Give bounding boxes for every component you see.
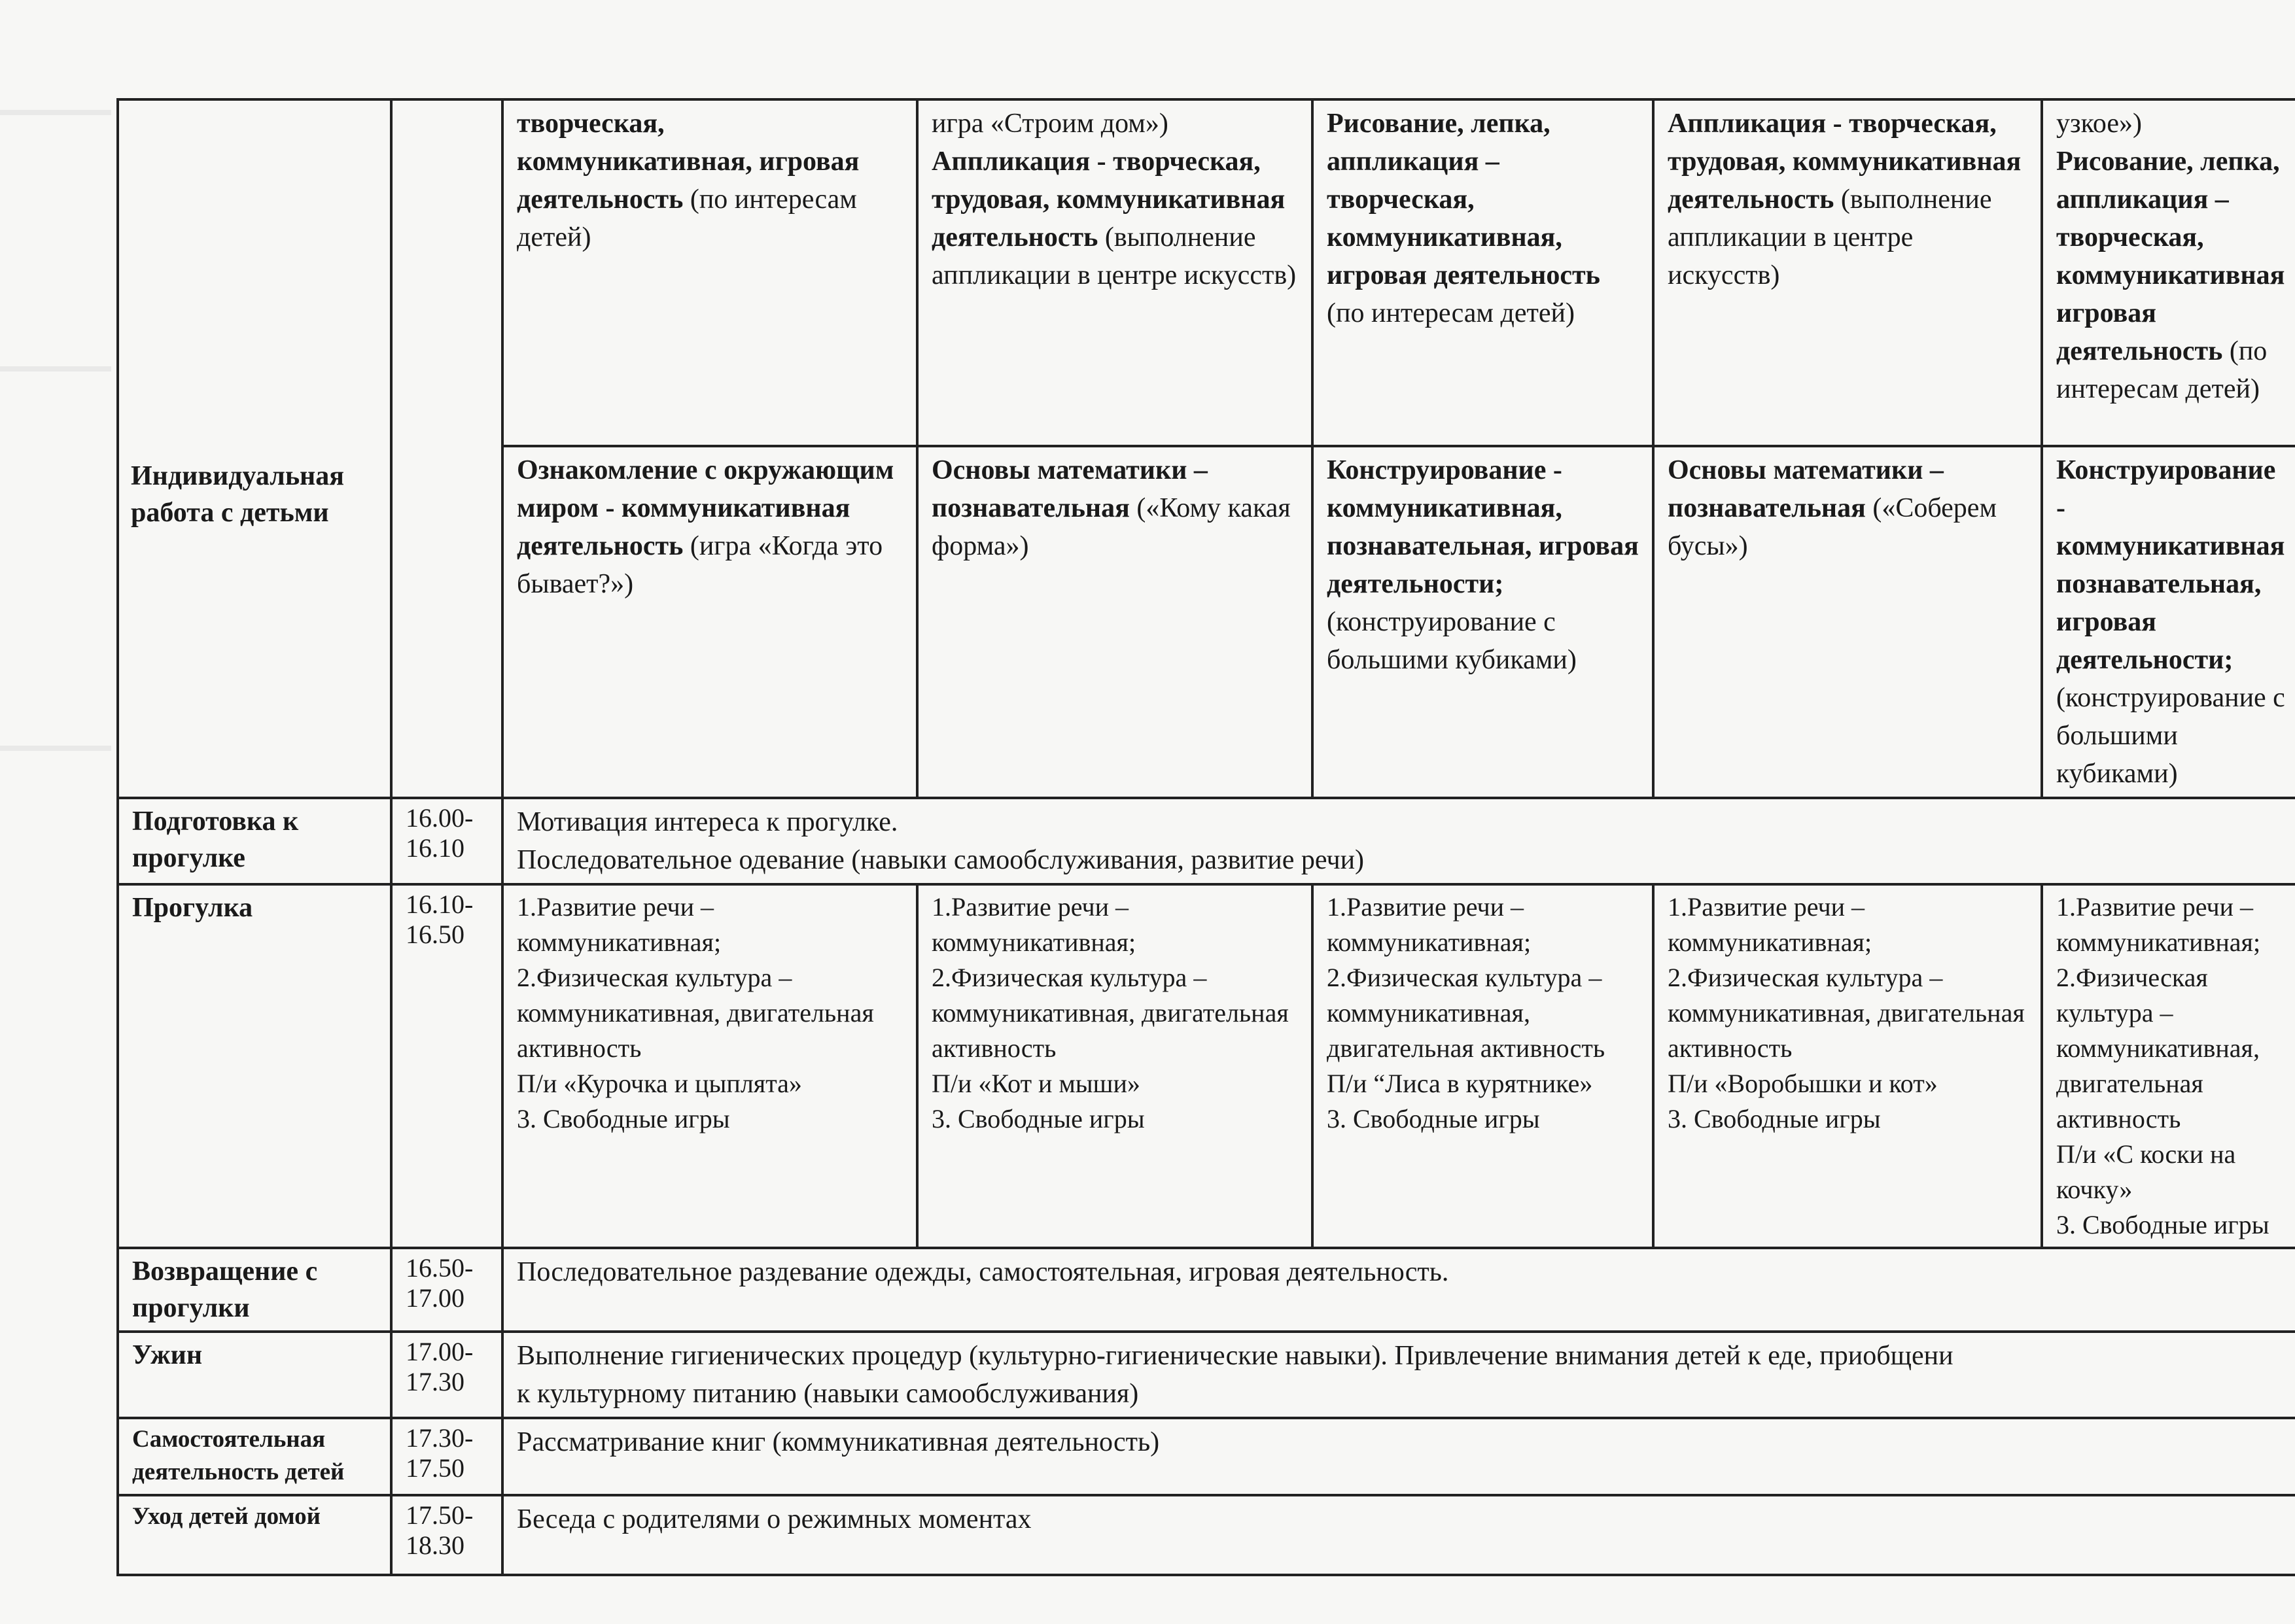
walk-game: П/и “Лиса в курятнике» xyxy=(1327,1069,1593,1098)
prep-walk-label: Подготовка к прогулке xyxy=(118,798,391,884)
return-walk-content: Последовательное раздевание одежды, самостоятельная, игровая деятельность. xyxy=(502,1248,2295,1332)
walk-day-2 xyxy=(917,884,1312,1248)
walk-item: 3. Свободные игры xyxy=(517,1104,730,1133)
activity-day-4 xyxy=(1653,99,2042,446)
return-walk-label: Возвращение с прогулки xyxy=(118,1248,391,1332)
departure-content: Беседа с родителями о режимных моментах xyxy=(502,1495,2295,1575)
independent-content: Рассматривание книг (коммуникативная деятельность) xyxy=(502,1418,2295,1495)
individual-day-5 xyxy=(2042,446,2295,798)
individual-title: Ознакомление с окружающим миром - коммуникативная деятельность xyxy=(517,455,894,561)
walk-label: Прогулка xyxy=(118,884,391,1248)
individual-title: Конструирование - коммуникативная, познавательная, игровая деятельности; xyxy=(1327,455,1639,599)
activity-day-3 xyxy=(1312,99,1653,446)
walk-item: 2.Физическая культура – коммуникативная, двигательная активность xyxy=(1668,963,2025,1063)
walk-time: 16.10-16.50 xyxy=(391,884,502,1248)
walk-item: 2.Физическая культура – коммуникативная, двигательная активность xyxy=(2056,963,2260,1133)
return-walk-time: 16.50-17.00 xyxy=(391,1248,502,1332)
individual-work-label: Индивидуальная работа с детьми xyxy=(131,461,344,528)
dinner-line1: Выполнение гигиенических процедур (культурно-гигиенические навыки). Привлечение внимания детей к еде, приобщени xyxy=(517,1341,1953,1371)
individual-day-1 xyxy=(502,446,917,798)
prep-walk-time: 16.00-16.10 xyxy=(391,798,502,884)
activity-day-5 xyxy=(2042,99,2295,446)
prep-walk-line2: Последовательное одевание (навыки самообслуживания, развитие речи) xyxy=(517,845,1365,875)
scan-artifact xyxy=(0,110,111,115)
activity-note: (по интересам детей) xyxy=(1327,298,1575,328)
time-cell xyxy=(391,99,502,798)
individual-title: Основы математики – познавательная xyxy=(932,455,1208,523)
dinner-label: Ужин xyxy=(118,1332,391,1418)
activity-title: Аппликация - творческая, трудовая, коммуникативная деятельность xyxy=(932,147,1286,252)
walk-item: 1.Развитие речи – коммуникативная; xyxy=(517,892,722,957)
activity-day-2 xyxy=(917,99,1312,446)
walk-day-4 xyxy=(1653,884,2042,1248)
walk-item: 1.Развитие речи – коммуникативная; xyxy=(932,892,1136,957)
individual-note: (конструирование с большими кубиками) xyxy=(2056,683,2285,789)
independent-time: 17.30-17.50 xyxy=(391,1418,502,1495)
scan-artifact xyxy=(0,746,111,751)
walk-item: 3. Свободные игры xyxy=(932,1104,1145,1133)
return-walk-row xyxy=(118,1248,2295,1332)
activity-title: творческая, коммуникативная, игровая деятельность xyxy=(517,109,860,215)
dinner-line2: к культурному питанию (навыки самообслуживания) xyxy=(517,1379,1139,1409)
walk-day-3 xyxy=(1312,884,1653,1248)
individual-note: (игра «Когда это бывает?») xyxy=(517,531,883,599)
row-label-cell xyxy=(118,99,391,798)
individual-note: (конструирование с большими кубиками) xyxy=(1327,607,1577,675)
walk-game: П/и «С коски на кочку» xyxy=(2056,1139,2236,1204)
walk-item: 1.Развитие речи – коммуникативная; xyxy=(2056,892,2261,957)
activity-continued-text: игра «Строим дом») xyxy=(932,109,1168,139)
walk-item: 3. Свободные игры xyxy=(1668,1104,1881,1133)
activity-row xyxy=(118,99,2295,446)
prep-walk-content xyxy=(502,798,2295,884)
individual-day-2 xyxy=(917,446,1312,798)
walk-item: 1.Развитие речи – коммуникативная; xyxy=(1327,892,1532,957)
activity-note: (выполнение аппликации в центре искусств) xyxy=(932,222,1297,290)
individual-day-3 xyxy=(1312,446,1653,798)
departure-label: Уход детей домой xyxy=(118,1495,391,1575)
walk-game: П/и «Воробышки и кот» xyxy=(1668,1069,1938,1098)
activity-title: Рисование, лепка, аппликация – творческая, коммуникативная, игровая деятельность xyxy=(1327,109,1600,290)
walk-item: 2.Физическая культура – коммуникативная, двигательная активность xyxy=(932,963,1289,1063)
independent-row xyxy=(118,1418,2295,1495)
dinner-time: 17.00-17.30 xyxy=(391,1332,502,1418)
activity-note: (по интересам детей) xyxy=(2056,336,2268,404)
walk-row xyxy=(118,884,2295,1248)
scan-artifact xyxy=(0,366,111,371)
dinner-content xyxy=(502,1332,2295,1418)
departure-time: 17.50-18.30 xyxy=(391,1495,502,1575)
individual-title: Основы математики – познавательная xyxy=(1668,455,1944,523)
prep-walk-line1: Мотивация интереса к прогулке. xyxy=(517,807,898,837)
individual-note: («Соберем бусы») xyxy=(1668,493,1997,561)
individual-day-4 xyxy=(1653,446,2042,798)
dinner-row xyxy=(118,1332,2295,1418)
walk-item: 2.Физическая культура – коммуникативная, двигательная активность xyxy=(517,963,874,1063)
walk-item: 2.Физическая культура – коммуникативная, двигательная активность xyxy=(1327,963,1605,1063)
daily-schedule-table xyxy=(116,98,2295,1576)
activity-title: Рисование, лепка, аппликация – творческая, коммуникативная игровая деятельность xyxy=(2056,147,2285,366)
walk-item: 3. Свободные игры xyxy=(1327,1104,1540,1133)
individual-note: («Кому какая форма») xyxy=(932,493,1291,561)
activity-note: (по интересам детей) xyxy=(517,184,857,252)
prep-walk-row xyxy=(118,798,2295,884)
activity-note: (выполнение аппликации в центре искусств) xyxy=(1668,184,1992,290)
walk-item: 1.Развитие речи – коммуникативная; xyxy=(1668,892,1872,957)
walk-game: П/и «Курочка и цыплята» xyxy=(517,1069,802,1098)
walk-day-5 xyxy=(2042,884,2295,1248)
walk-game: П/и «Кот и мыши» xyxy=(932,1069,1140,1098)
activity-continued-text: узкое») xyxy=(2056,109,2143,139)
independent-label: Самостоятельная деятельность детей xyxy=(118,1418,391,1495)
activity-day-1 xyxy=(502,99,917,446)
departure-row xyxy=(118,1495,2295,1575)
individual-title: Конструирование - коммуникативная познавательная, игровая деятельности; xyxy=(2056,455,2285,675)
walk-day-1 xyxy=(502,884,917,1248)
activity-title: Аппликация - творческая, трудовая, коммуникативная деятельность xyxy=(1668,109,2022,215)
walk-item: 3. Свободные игры xyxy=(2056,1210,2269,1239)
